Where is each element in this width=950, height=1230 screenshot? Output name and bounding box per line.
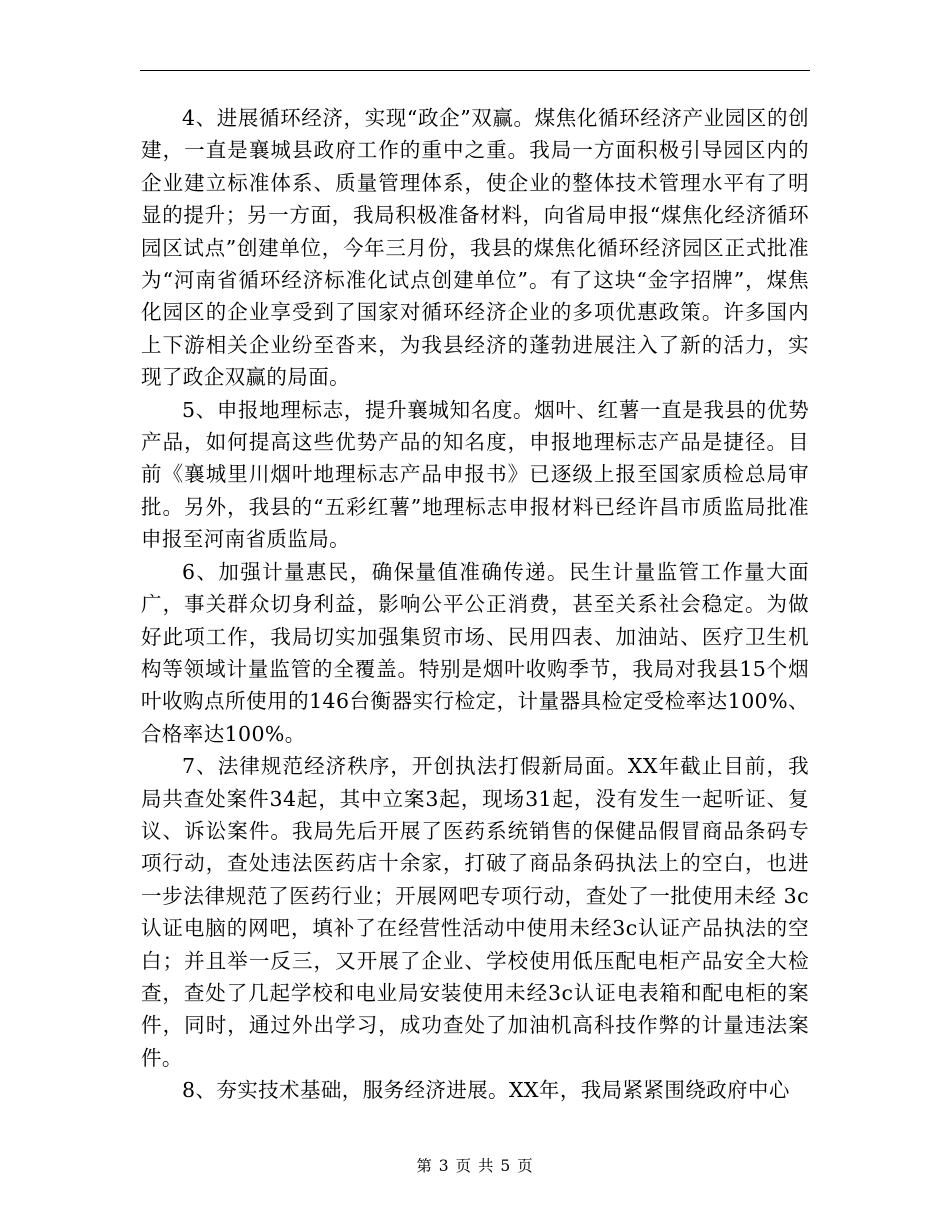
paragraph-technical-foundation: 8、夯实技术基础，服务经济进展。XX年，我局紧紧围绕政府中心 xyxy=(182,1078,790,1103)
page-footer xyxy=(0,1156,950,1176)
paragraph-geographic-indication: 5、申报地理标志，提升襄城知名度。烟叶、红薯一直是我县的优势产品，如何提高这些优势产品的知名度，申报地理标志产品是捷径。目前《襄城里川烟叶地理标志产品申报书》已逐级上报至国家质检总局审批。另外，我县的“五彩红薯”地理标志申报材料已经许昌市质监局批准申报至河南省质监局。 xyxy=(141,397,809,552)
paragraph-law-enforcement: 7、法律规范经济秩序，开创执法打假新局面。XX年截止目前，我局共查处案件34起，其中立案3起，现场31起，没有发生一起听证、复议、诉讼案件。我局先后开展了医药系统销售的保健品假冒商品条码专项行动，查处违法医药店十余家，打破了商品条码执法上的空白，也进一步法律规范了医药行业；开展网吧专项行动，查处了一批使用未经 3c认证电脑的网吧，填补了在经营性活动中使用未经3c认证产品执法的空白；并且举一反三，又开展了企业、学校使用低压配电柜产品安全大检查，查处了几起学校和电业局安装使用未经3c认证电表箱和配电柜的案件，同时，通过外出学习，成功查处了加油机高科技作弊的计量违法案件。 xyxy=(141,754,809,1070)
page-number-label: 第 3 页 共 5 页 xyxy=(416,1157,534,1175)
paragraph-circular-economy: 4、进展循环经济，实现“政企”双赢。煤焦化循环经济产业园区的创建，一直是襄城县政府工作的重中之重。我局一方面积极引导园区内的企业建立标准体系、质量管理体系，使企业的整体技术管理水平有了明显的提升；另一方面，我局积极准备材料，向省局申报“煤焦化经济循环园区试点”创建单位，今年三月份，我县的煤焦化循环经济园区正式批准为“河南省循环经济标准化试点创建单位”。有了这块“金字招牌”，煤焦化园区的企业享受到了国家对循环经济企业的多项优惠政策。许多国内上下游相关企业纷至沓来，为我县经济的蓬勃进展注入了新的活力，实现了政企双赢的局面。 xyxy=(141,106,809,390)
body-text xyxy=(141,102,809,1107)
paragraph-metrology: 6、加强计量惠民，确保量值准确传递。民生计量监管工作量大面广，事关群众切身利益，影响公平公正消费，甚至关系社会稳定。为做好此项工作，我局切实加强集贸市场、民用四表、加油站、医疗卫生机构等领域计量监管的全覆盖。特别是烟叶收购季节，我局对我县15个烟叶收购点所使用的146台衡器实行检定，计量器具检定受检率达100%、合格率达100%。 xyxy=(141,559,809,746)
header-rule xyxy=(140,70,810,71)
